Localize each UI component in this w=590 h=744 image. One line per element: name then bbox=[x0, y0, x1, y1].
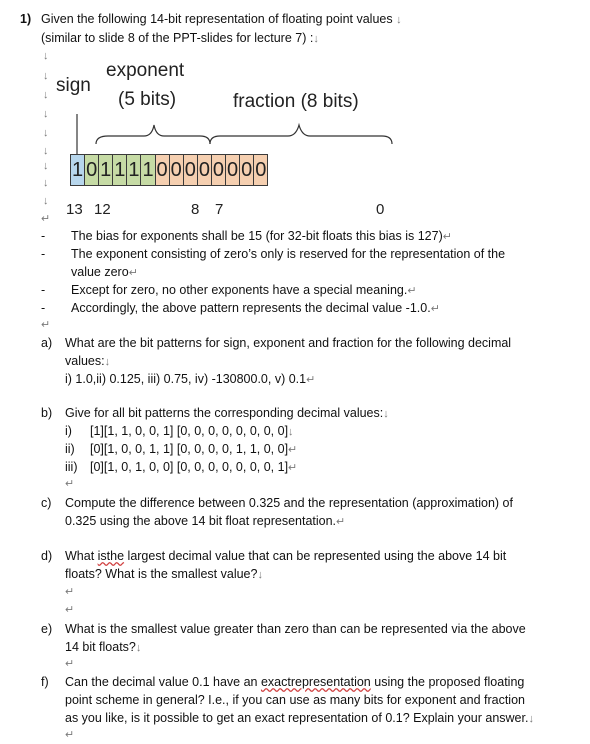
bit-cell: 0 bbox=[197, 154, 212, 186]
question-d-label: d) bbox=[41, 549, 53, 563]
question-a-line-2: values:↓ bbox=[65, 354, 111, 368]
question-b-iii: [0][1, 0, 1, 0, 0] [0, 0, 0, 0, 0, 0, 0, 1]↵ bbox=[90, 460, 298, 474]
bit-cell: 1 bbox=[98, 154, 113, 186]
question-b-iii-label: iii) bbox=[65, 460, 78, 474]
sign-label: sign bbox=[56, 75, 91, 96]
question-a-line-1: What are the bit patterns for sign, exponent and fraction for the following decimal bbox=[65, 336, 512, 350]
question-b-label: b) bbox=[41, 406, 53, 420]
question-b-i: [1][1, 1, 0, 0, 1] [0, 0, 0, 0, 0, 0, 0, 0]↓ bbox=[90, 424, 294, 438]
question-f-line-2: point scheme in general? I.e., if you can use as many bits for exponent and fraction bbox=[65, 693, 525, 707]
bit-cell: 0 bbox=[183, 154, 198, 186]
question-line-2: (similar to slide 8 of the PPT-slides for lecture 7) :↓ bbox=[41, 31, 319, 45]
question-e-line-1: What is the smallest value greater than zero than can be represented via the above bbox=[65, 622, 526, 636]
line-break-mark: ↓ bbox=[43, 89, 49, 101]
bit-index-12: 12 bbox=[94, 201, 111, 218]
bit-cell: 1 bbox=[112, 154, 127, 186]
bit-cell: 1 bbox=[126, 154, 141, 186]
paragraph-mark: ↵ bbox=[41, 319, 51, 331]
line-break-mark: ↓ bbox=[43, 195, 49, 207]
line-break-mark: ↓ bbox=[43, 50, 49, 62]
bit-index-0: 0 bbox=[376, 201, 385, 218]
exponent-label: exponent bbox=[106, 60, 185, 81]
exponent-brace bbox=[96, 125, 210, 144]
bit-cell: 1 bbox=[70, 154, 85, 186]
note-pattern-value: Accordingly, the above pattern represents the decimal value -1.0.↵ bbox=[71, 301, 440, 315]
line-break-mark: ↓ bbox=[43, 108, 49, 120]
question-c-line-1: Compute the difference between 0.325 and the representation (approximation) of bbox=[65, 496, 513, 510]
line-break-mark: ↓ bbox=[43, 177, 49, 189]
paragraph-mark: ↵ bbox=[41, 213, 51, 225]
bit-cell: 0 bbox=[225, 154, 240, 186]
question-e-label: e) bbox=[41, 622, 53, 636]
question-f-label: f) bbox=[41, 675, 49, 689]
note-bias: The bias for exponents shall be 15 (for 32-bit floats this bias is 127)↵ bbox=[71, 229, 452, 243]
paragraph-mark: ↵ bbox=[65, 478, 75, 490]
bit-cell: 0 bbox=[239, 154, 254, 186]
bit-index-8: 8 bbox=[191, 201, 200, 218]
question-b-ii-label: ii) bbox=[65, 442, 75, 456]
note-zero-exponent-cont: value zero↵ bbox=[71, 265, 138, 279]
exponent-size-label: (5 bits) bbox=[118, 89, 177, 110]
bit-cell: 0 bbox=[211, 154, 226, 186]
question-e-line-2: 14 bit floats?↓ bbox=[65, 640, 142, 654]
question-b-i-label: i) bbox=[65, 424, 72, 438]
line-break-mark: ↓ bbox=[43, 70, 49, 82]
question-d-line-1: What isthe largest decimal value that can be represented using the above 14 bit bbox=[65, 549, 507, 563]
bullet: - bbox=[41, 283, 46, 297]
bullet: - bbox=[41, 247, 46, 261]
question-d-line-2: floats? What is the smallest value?↓ bbox=[65, 567, 263, 581]
question-number: 1) bbox=[20, 12, 32, 26]
bit-cell: 1 bbox=[140, 154, 155, 186]
fraction-label: fraction (8 bits) bbox=[233, 91, 359, 112]
figure-braces bbox=[60, 110, 400, 156]
bit-index-7: 7 bbox=[215, 201, 224, 218]
question-a-values: i) 1.0,ii) 0.125, iii) 0.75, iv) -130800.0, v) 0.1↵ bbox=[65, 372, 316, 386]
question-b-ii: [0][1, 0, 0, 1, 1] [0, 0, 0, 0, 1, 1, 0, 0]↵ bbox=[90, 442, 298, 456]
bit-cell: 0 bbox=[169, 154, 184, 186]
line-break-mark: ↓ bbox=[43, 160, 49, 172]
fraction-brace bbox=[210, 125, 392, 144]
bit-pattern bbox=[71, 154, 268, 186]
bullet: - bbox=[41, 301, 46, 315]
line-break-mark: ↓ bbox=[43, 145, 49, 157]
question-line-1: Given the following 14-bit representation of floating point values ↓ bbox=[41, 12, 402, 26]
question-b-line-1: Give for all bit patterns the corresponding decimal values:↓ bbox=[65, 406, 389, 420]
question-a-label: a) bbox=[41, 336, 53, 350]
bit-cell: 0 bbox=[155, 154, 170, 186]
question-c-line-2: 0.325 using the above 14 bit float representation.↵ bbox=[65, 514, 346, 528]
paragraph-mark: ↵ bbox=[65, 604, 75, 616]
question-c-label: c) bbox=[41, 496, 52, 510]
paragraph-mark: ↵ bbox=[65, 586, 75, 598]
bit-cell: 0 bbox=[84, 154, 99, 186]
bit-cell: 0 bbox=[253, 154, 268, 186]
question-f-line-1: Can the decimal value 0.1 have an exactrepresentation using the proposed floating bbox=[65, 675, 525, 689]
paragraph-mark: ↵ bbox=[65, 729, 75, 741]
bit-index-13: 13 bbox=[66, 201, 83, 218]
bullet: - bbox=[41, 229, 46, 243]
note-special: Except for zero, no other exponents have a special meaning.↵ bbox=[71, 283, 417, 297]
line-break-mark: ↓ bbox=[43, 127, 49, 139]
question-f-line-3: as you like, is it possible to get an exact representation of 0.1? Explain your answer.↓ bbox=[65, 711, 534, 725]
note-zero-exponent: The exponent consisting of zero’s only is reserved for the representation of the bbox=[71, 247, 506, 261]
paragraph-mark: ↵ bbox=[65, 658, 75, 670]
